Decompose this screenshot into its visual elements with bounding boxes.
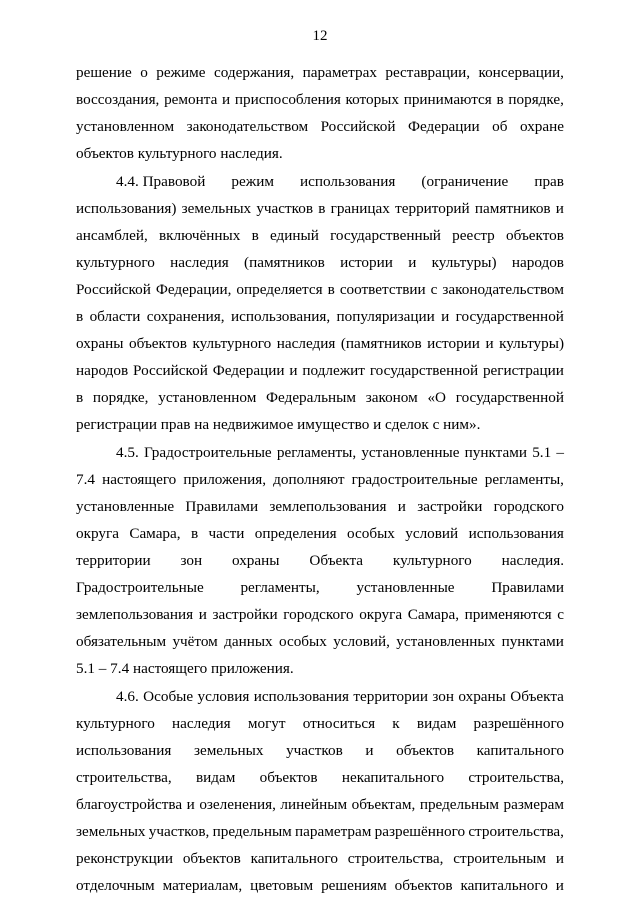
text-line: [76, 741, 564, 761]
word: 4.4. Правовой: [116, 173, 206, 190]
word: Самара,: [407, 606, 459, 623]
word: земельных: [76, 823, 146, 840]
word: установленном: [76, 118, 175, 135]
text-line: [76, 117, 564, 137]
word: режиме: [156, 64, 206, 81]
word: Федерации: [212, 362, 285, 379]
word: содержания,: [213, 64, 295, 81]
word: границах: [330, 200, 390, 217]
word: 4.6.: [116, 688, 139, 705]
word: применяются: [464, 606, 552, 623]
word: видам: [195, 769, 236, 786]
word: к: [392, 715, 400, 732]
word: пунктами: [501, 633, 564, 650]
word: предельным: [212, 823, 292, 840]
word: государственный: [330, 227, 441, 244]
word: Самара,: [129, 525, 181, 542]
text-line: [76, 795, 564, 815]
text-line: [76, 605, 564, 625]
text-line: [116, 172, 564, 192]
word: территории: [76, 552, 151, 569]
word: памятников: [474, 200, 551, 217]
word: в: [251, 227, 259, 244]
word: реестр: [452, 227, 495, 244]
word: отделочным: [76, 877, 155, 894]
word: и: [222, 91, 231, 108]
word: сохранения,: [146, 308, 225, 325]
word: определения: [254, 525, 337, 542]
word: видам: [416, 715, 457, 732]
word: воссоздания,: [76, 91, 160, 108]
text-line: [76, 361, 564, 381]
word: истории: [340, 254, 393, 271]
word: культурного: [76, 254, 155, 271]
word: объектов: [506, 227, 564, 244]
word: использования: [300, 173, 396, 190]
word: материалам,: [162, 877, 243, 894]
text-line: [76, 199, 564, 219]
word: земельных: [181, 200, 252, 217]
word: строительства,: [76, 769, 172, 786]
word: регламенты,: [240, 579, 320, 596]
word: объектов культурного наследия.: [76, 145, 283, 162]
word: охраны: [458, 688, 506, 705]
word: в: [76, 308, 84, 325]
word: народов: [76, 362, 129, 379]
word: Федерации,: [155, 281, 232, 298]
word: (ограничение: [421, 173, 509, 190]
word: Особые: [143, 688, 194, 705]
word: землепользования: [76, 606, 194, 623]
word: законодательством: [186, 118, 309, 135]
text-line: [76, 253, 564, 273]
word: Градостроительные: [76, 579, 204, 596]
text-line: [76, 822, 564, 842]
word: об: [492, 118, 508, 135]
word: земельных: [193, 742, 264, 759]
word: консервации,: [478, 64, 564, 81]
word: строительным: [453, 850, 546, 867]
word: Федерации: [407, 118, 480, 135]
word: государственной: [455, 308, 564, 325]
text-line: [76, 524, 564, 544]
word: –: [556, 444, 564, 461]
word: культурного: [392, 552, 472, 569]
word: государственной: [455, 389, 564, 406]
word: Российской: [76, 281, 151, 298]
word: регистрации: [482, 362, 564, 379]
word: условий,: [333, 633, 390, 650]
word: законодательством: [442, 281, 564, 298]
word: некапитального: [341, 769, 445, 786]
word: использования: [468, 525, 564, 542]
text-line: [76, 334, 564, 354]
word: наследия: [172, 715, 231, 732]
word: параметрам: [295, 823, 372, 840]
word: наследия: [276, 335, 336, 352]
text-line: [76, 551, 564, 571]
word: и: [198, 606, 207, 623]
word: наследия.: [501, 552, 564, 569]
word: учётом: [172, 633, 218, 650]
text-line: [76, 226, 564, 246]
word: Градостроительные: [143, 444, 272, 461]
text-line: [76, 415, 564, 435]
word: законом: [365, 389, 418, 406]
word: которых: [345, 91, 399, 108]
word: объектов: [182, 850, 241, 867]
word: культурного: [76, 715, 155, 732]
word: обязательным: [76, 633, 167, 650]
word: территории: [353, 688, 428, 705]
word: в: [318, 200, 326, 217]
word: землепользования: [269, 498, 387, 515]
word: Российской: [133, 362, 208, 379]
word: о: [140, 64, 148, 81]
word: и: [408, 254, 417, 271]
word: реконструкции: [76, 850, 173, 867]
word: приспособления: [234, 91, 341, 108]
text-line: [76, 632, 564, 652]
word: культурного: [192, 335, 272, 352]
word: решение: [76, 64, 132, 81]
word: пунктами: [464, 444, 527, 461]
text-line: [76, 876, 564, 896]
word: линейным: [280, 796, 348, 813]
word: застройки: [212, 606, 278, 623]
word: 5.1: [532, 444, 552, 461]
text-line: [76, 280, 564, 300]
word: части: [208, 525, 245, 542]
word: режим: [231, 173, 274, 190]
word: охраны: [232, 552, 280, 569]
word: единый: [269, 227, 319, 244]
word: включённых: [158, 227, 241, 244]
word: 5.1 – 7.4 настоящего приложения.: [76, 660, 294, 677]
word: регламенты,: [276, 444, 357, 461]
word: строительства,: [347, 850, 444, 867]
word: и: [555, 850, 564, 867]
text-line: [116, 443, 564, 463]
text-line: [116, 687, 564, 707]
word: особых: [279, 633, 327, 650]
word: Правилами: [185, 498, 259, 515]
word: охраны: [76, 335, 124, 352]
word: особых: [347, 525, 395, 542]
word: застройки: [417, 498, 483, 515]
word: принимаются: [403, 91, 492, 108]
word: объектам,: [351, 796, 416, 813]
word: реставрации,: [385, 64, 471, 81]
text-line: [76, 497, 564, 517]
word: области: [89, 308, 141, 325]
word: параметрах: [302, 64, 377, 81]
word: и: [289, 362, 298, 379]
word: (памятников: [340, 335, 422, 352]
word: городского: [493, 498, 564, 515]
word: Федеральным: [266, 389, 356, 406]
word: цветовым: [250, 877, 314, 894]
word: использования,: [230, 308, 331, 325]
word: Объекта: [510, 688, 564, 705]
word: Правилами: [491, 579, 564, 596]
word: разрешённого: [473, 715, 564, 732]
word: порядке,: [508, 91, 564, 108]
word: (памятников: [244, 254, 325, 271]
word: размерам: [503, 796, 564, 813]
word: и: [555, 200, 564, 217]
word: приложения,: [183, 471, 267, 488]
word: использования: [76, 742, 172, 759]
word: 4.5.: [116, 444, 139, 461]
word: прав: [534, 173, 564, 190]
word: государственной: [369, 362, 479, 379]
word: в: [190, 525, 199, 542]
word: популяризации: [336, 308, 435, 325]
word: могут: [247, 715, 286, 732]
word: благоустройства: [76, 796, 183, 813]
word: установленном: [158, 389, 257, 406]
word: округа: [359, 606, 403, 623]
word: и: [397, 498, 406, 515]
text-line: [76, 578, 564, 598]
word: и: [441, 308, 450, 325]
word: капитального: [476, 742, 564, 759]
word: культуры): [431, 254, 497, 271]
word: определяется: [236, 281, 323, 298]
word: истории: [427, 335, 480, 352]
page-number: 12: [312, 28, 328, 44]
word: капитального: [250, 850, 338, 867]
word: «О: [427, 389, 446, 406]
text-line: [76, 849, 564, 869]
word: в: [496, 91, 504, 108]
word: решениям: [321, 877, 387, 894]
text-line: [76, 63, 564, 83]
word: народов: [511, 254, 564, 271]
word: установленных: [396, 633, 496, 650]
word: регистрации прав на недвижимое имущество и сделок с ним».: [76, 416, 481, 433]
word: Объекта: [309, 552, 364, 569]
word: подлежит: [302, 362, 365, 379]
word: использования: [253, 688, 350, 705]
word: зон: [180, 552, 203, 569]
word: озеленения,: [199, 796, 276, 813]
word: объектов: [259, 769, 318, 786]
text-line: [76, 470, 564, 490]
word: условий: [405, 525, 459, 542]
word: разрешённого: [374, 823, 466, 840]
word: с: [430, 281, 438, 298]
word: округа: [76, 525, 119, 542]
word: 7.4: [76, 471, 95, 488]
word: дополняют: [273, 471, 345, 488]
word: капитального: [460, 877, 548, 894]
text-line: [76, 659, 564, 679]
word: регламенты,: [484, 471, 564, 488]
word: городского: [283, 606, 354, 623]
word: в: [327, 281, 335, 298]
text-line: [76, 768, 564, 788]
word: настоящего: [102, 471, 177, 488]
word: культуры): [499, 335, 564, 352]
word: Российской: [320, 118, 396, 135]
text-line: [76, 90, 564, 110]
text-line: [76, 307, 564, 327]
word: охране: [519, 118, 564, 135]
word: ансамблей,: [76, 227, 148, 244]
word: соответствии: [339, 281, 426, 298]
word: предельным: [419, 796, 499, 813]
word: строительства,: [468, 823, 564, 840]
word: условия: [197, 688, 250, 705]
word: строительства,: [468, 769, 564, 786]
word: и: [365, 742, 374, 759]
text-line: [76, 144, 564, 164]
word: объектов: [129, 335, 187, 352]
word: в: [76, 389, 84, 406]
word: и: [485, 335, 494, 352]
text-line: [76, 388, 564, 408]
word: относиться: [302, 715, 376, 732]
word: объектов: [394, 877, 453, 894]
word: градостроительные: [351, 471, 478, 488]
word: участков: [256, 200, 314, 217]
word: и: [186, 796, 195, 813]
word: и: [555, 877, 564, 894]
word: с: [557, 606, 564, 623]
word: участков,: [148, 823, 210, 840]
word: участков: [286, 742, 343, 759]
word: использования): [76, 200, 177, 217]
word: территорий: [395, 200, 470, 217]
word: порядке,: [92, 389, 149, 406]
word: установленные: [356, 579, 455, 596]
word: ремонта: [164, 91, 218, 108]
word: данных: [224, 633, 273, 650]
word: наследия: [170, 254, 229, 271]
word: установленные: [76, 498, 175, 515]
text-line: [76, 714, 564, 734]
word: объектов: [396, 742, 455, 759]
word: установленные: [361, 444, 460, 461]
word: зон: [432, 688, 455, 705]
